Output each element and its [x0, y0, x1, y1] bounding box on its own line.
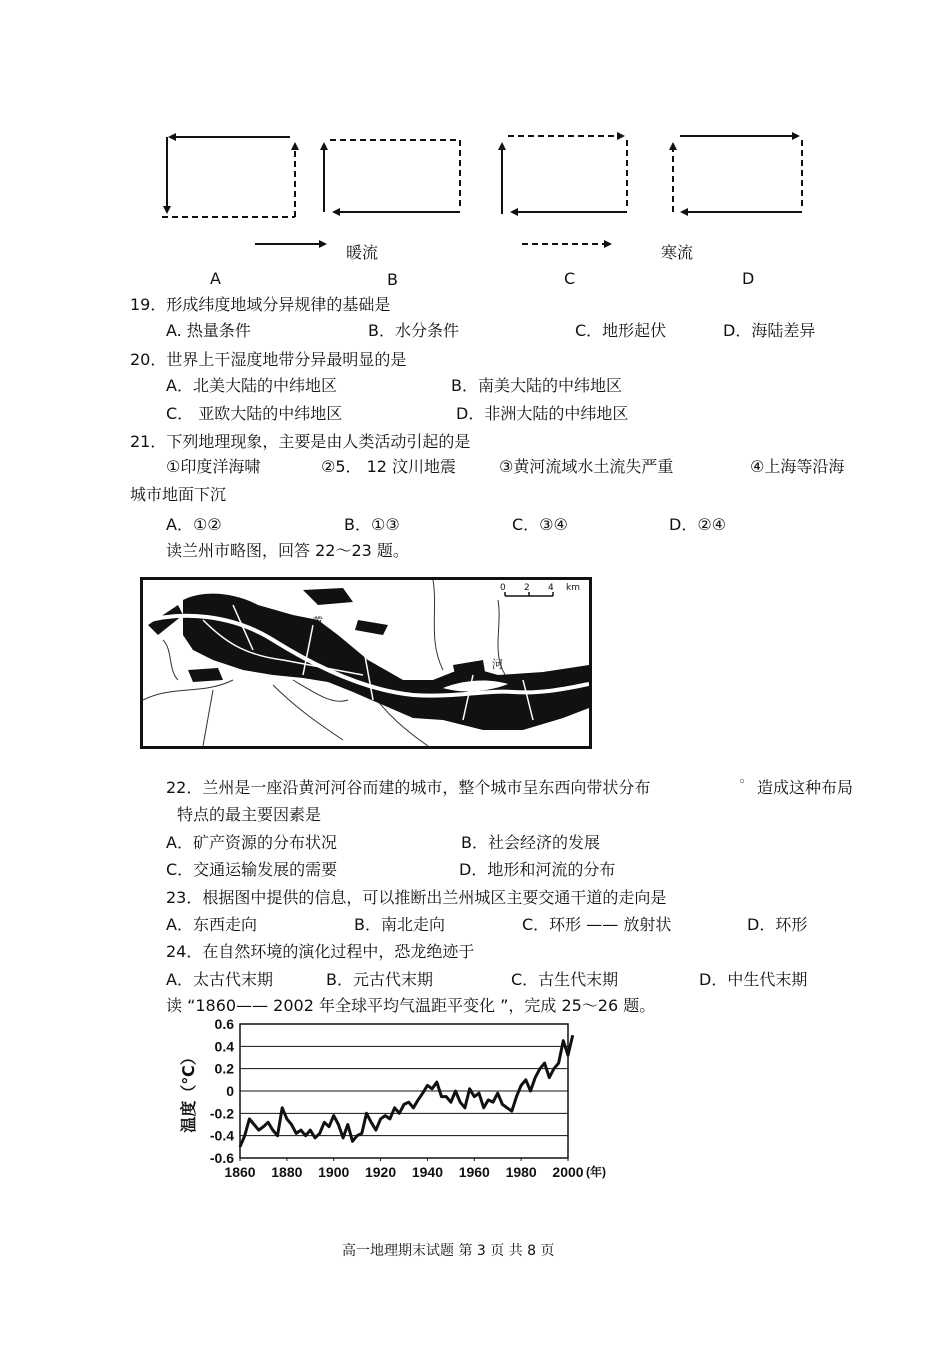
q24-option-c: C．古生代末期 — [511, 970, 619, 989]
q21-item-1: ①印度洋海啸 — [166, 457, 261, 476]
q22-option-d: D．地形和河流的分布 — [459, 860, 616, 879]
q21-option-a: A．①② — [166, 515, 222, 534]
y-axis-label: 温度（℃） — [181, 1049, 198, 1133]
q22-option-b: B．社会经济的发展 — [461, 833, 600, 852]
q19-option-a: A. 热量条件 — [166, 321, 251, 340]
y-tick-label: -0.2 — [209, 1105, 234, 1122]
q22-stem-tail: 造成这种布局 — [757, 778, 854, 797]
page-footer: 高一地理期末试题 第 3 页 共 8 页 — [342, 1243, 555, 1259]
y-tick-label: 0.6 — [214, 1016, 234, 1032]
y-tick-label: 0 — [226, 1083, 234, 1099]
urban-area — [148, 588, 589, 730]
diagram-a — [162, 137, 295, 217]
q21-option-b: B．①③ — [344, 515, 400, 534]
q22-stem: 22．兰州是一座沿黄河河谷而建的城市，整个城市呈东西向带状分布 — [166, 778, 651, 797]
q19-option-b: B．水分条件 — [368, 321, 459, 340]
ocean-current-diagrams — [150, 120, 830, 290]
lanzhou-map — [140, 577, 592, 749]
x-tick-label: 1920 — [364, 1164, 397, 1180]
q24-option-a: A．太古代末期 — [166, 970, 273, 989]
scale-label-4: 4 — [548, 583, 554, 593]
q19-option-c: C．地形起伏 — [575, 321, 667, 340]
cold-current-label: 寒流 — [661, 243, 694, 262]
warm-current-label: 暖流 — [346, 243, 379, 262]
q20-option-b: B．南美大陆的中纬地区 — [451, 376, 622, 395]
q21-item-2: ②5． 12 汶川地震 — [321, 457, 457, 476]
chart-intro: 读 “1860—— 2002 年全球平均气温距平变化 ”，完成 25～26 题。 — [166, 996, 656, 1015]
river-label-huang: 黄 — [312, 615, 323, 628]
x-tick-label: 1980 — [505, 1164, 537, 1180]
q22-dot: ◦ — [738, 775, 746, 790]
q23-option-a: A．东西走向 — [166, 915, 257, 934]
q23-option-d: D．环形 — [747, 915, 808, 934]
q19-option-d: D．海陆差异 — [723, 321, 816, 340]
river-label-he: 河 — [492, 658, 503, 671]
q23-stem: 23．根据图中提供的信息，可以推断出兰州城区主要交通干道的走向是 — [166, 888, 667, 907]
q20-stem: 20．世界上干湿度地带分异最明显的是 — [130, 350, 407, 369]
q23-option-b: B．南北走向 — [354, 915, 445, 934]
x-unit-label: (年) — [586, 1165, 606, 1179]
diagram-label-d: D — [742, 269, 755, 288]
scale-label-2: 2 — [524, 583, 530, 593]
q21-option-d: D．②④ — [669, 515, 727, 534]
diagram-label-b: B — [387, 270, 398, 289]
x-tick-label: 2000 — [552, 1164, 584, 1180]
scale-label-unit: km — [566, 583, 580, 593]
diagram-c — [502, 136, 627, 214]
diagram-b — [324, 140, 460, 212]
q20-option-a: A．北美大陆的中纬地区 — [166, 376, 337, 395]
q24-option-b: B．元古代末期 — [326, 970, 433, 989]
q22-stem-continued: 特点的最主要因素是 — [177, 805, 322, 824]
temperature-anomaly-chart — [170, 1015, 620, 1185]
x-tick-label: 1880 — [271, 1164, 303, 1180]
lanzhou-map-drawing — [143, 580, 589, 746]
q21-stem: 21．下列地理现象，主要是由人类活动引起的是 — [130, 432, 471, 451]
x-tick-label: 1860 — [224, 1164, 256, 1180]
diagram-label-c: C — [564, 269, 576, 288]
y-tick-label: -0.6 — [209, 1150, 234, 1166]
q23-option-c: C．环形 —— 放射状 — [522, 915, 672, 934]
q22-option-a: A．矿产资源的分布状况 — [166, 833, 337, 852]
diagram-label-a: A — [210, 269, 221, 288]
q21-option-c: C．③④ — [512, 515, 568, 534]
q24-stem: 24．在自然环境的演化过程中，恐龙绝迹于 — [166, 942, 475, 961]
q20-option-d: D．非洲大陆的中纬地区 — [456, 404, 629, 423]
y-tick-label: 0.4 — [214, 1038, 234, 1055]
q22-option-c: C．交通运输发展的需要 — [166, 860, 338, 879]
x-tick-label: 1940 — [411, 1164, 444, 1180]
x-tick-label: 1960 — [458, 1164, 490, 1180]
q20-option-c: C． 亚欧大陆的中纬地区 — [166, 404, 343, 423]
diagram-d — [673, 136, 802, 212]
q24-option-d: D．中生代末期 — [699, 970, 808, 989]
q19-stem: 19．形成纬度地域分异规律的基础是 — [130, 295, 391, 314]
q21-item-4: ④上海等沿海 — [750, 457, 845, 476]
y-tick-label: 0.2 — [214, 1060, 234, 1077]
y-tick-label: -0.4 — [209, 1127, 234, 1144]
map-intro: 读兰州市略图，回答 22～23 题。 — [166, 541, 409, 560]
scale-label-0: 0 — [500, 583, 506, 593]
x-tick-label: 1900 — [318, 1164, 350, 1180]
q21-item-4-continued: 城市地面下沉 — [130, 485, 227, 504]
q21-item-3: ③黄河流域水土流失严重 — [499, 457, 674, 476]
